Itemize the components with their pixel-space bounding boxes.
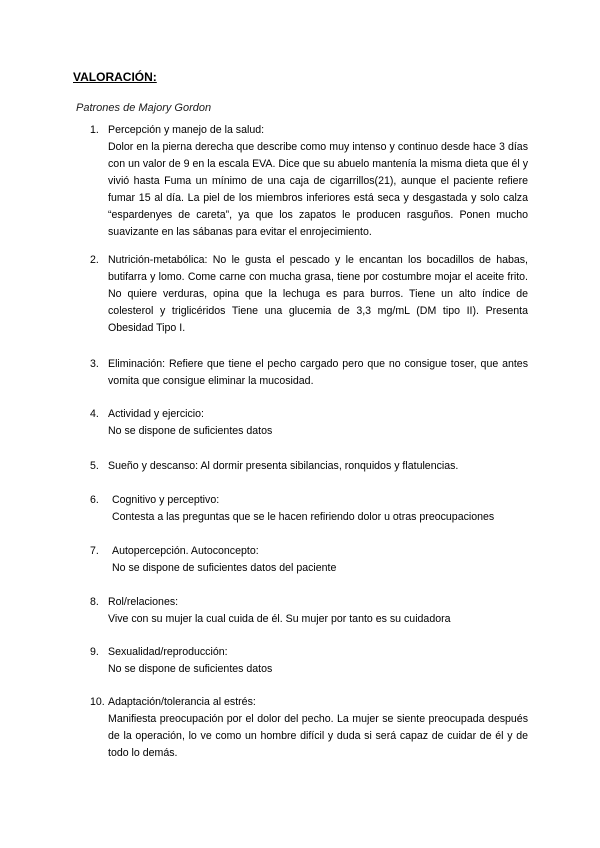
item-body: Eliminación: Refiere que tiene el pecho cargado pero que no consigue toser, que antes vomita que consigue eliminar la mucosidad. (108, 358, 528, 387)
list-item-10 (90, 694, 528, 762)
list-item-2 (90, 252, 528, 337)
item-heading: Rol/relaciones: (108, 596, 179, 608)
list-item-1 (90, 122, 528, 241)
item-body: Manifiesta preocupación por el dolor del pecho. La mujer se siente preocupada después de la operación, lo ve como un hombre difícil y duda si será capaz de cuidar de él y de todo lo demás. (108, 713, 528, 759)
item-heading: Autopercepción. Autoconcepto: (112, 545, 259, 557)
item-number: 3. (90, 358, 99, 370)
item-heading: Sexualidad/reproducción: (108, 646, 228, 658)
item-body: No se dispone de suficientes datos (108, 663, 273, 675)
item-heading: Cognitivo y perceptivo: (112, 494, 220, 506)
item-number: 2. (90, 254, 99, 266)
item-number: 4. (90, 408, 99, 420)
item-body: Dolor en la pierna derecha que describe como muy intenso y continuo desde hace 3 días con un valor de 9 en la escala EVA. Dice que su abuelo mantenía la misma dieta que él y vivió hasta Fuma un mínimo de una caja de cigarrillos(21), aunque el paciente refiere fumar 15 al día. La piel de los miembros inferiores está seca y desgastada y solo calza “espardenyes de careta”, ya que los zapatos le producen rasguños. Ponen mucho suavizante en las sábanas para evitar el enrojecimiento. (108, 141, 528, 238)
page-subtitle: Patrones de Majory Gordon (76, 102, 212, 114)
item-body: Contesta a las preguntas que se le hacen refiriendo dolor u otras preocupaciones (112, 511, 495, 523)
item-number: 10. (90, 696, 105, 708)
item-heading: Actividad y ejercicio: (108, 408, 204, 420)
item-body: Vive con su mujer la cual cuida de él. Su mujer por tanto es su cuidadora (108, 613, 451, 625)
list-item-4 (90, 406, 528, 440)
list-item-5 (90, 458, 528, 475)
item-number: 6. (90, 494, 99, 506)
item-number: 9. (90, 646, 99, 658)
list-item-8 (90, 594, 528, 628)
item-heading: Percepción y manejo de la salud: (108, 124, 265, 136)
list-item-7 (90, 543, 528, 577)
list-item-6 (90, 492, 528, 526)
item-heading: Adaptación/tolerancia al estrés: (108, 696, 256, 708)
item-body: Nutrición-metabólica: No le gusta el pescado y le encantan los bocadillos de habas, butifarra y lomo. Come carne con mucha grasa, tiene por costumbre mojar el aceite frito. No quiere verduras, opina que la lechuga es para burros. Tiene un alto índice de colesterol y triglicéridos Tiene una glucemia de 3,3 mg/mL (DM tipo II). Presenta Obesidad Tipo I. (108, 254, 528, 334)
list-item-3 (90, 356, 528, 390)
item-number: 8. (90, 596, 99, 608)
item-number: 1. (90, 124, 99, 136)
item-number: 7. (90, 545, 99, 557)
item-heading: Sueño y descanso: Al dormir presenta sibilancias, ronquidos y flatulencias. (108, 460, 459, 472)
page-title: VALORACIÓN: (73, 70, 157, 84)
list-item-9 (90, 644, 528, 678)
item-body: No se dispone de suficientes datos (108, 425, 273, 437)
item-body: No se dispone de suficientes datos del paciente (112, 562, 337, 574)
item-number: 5. (90, 460, 99, 472)
